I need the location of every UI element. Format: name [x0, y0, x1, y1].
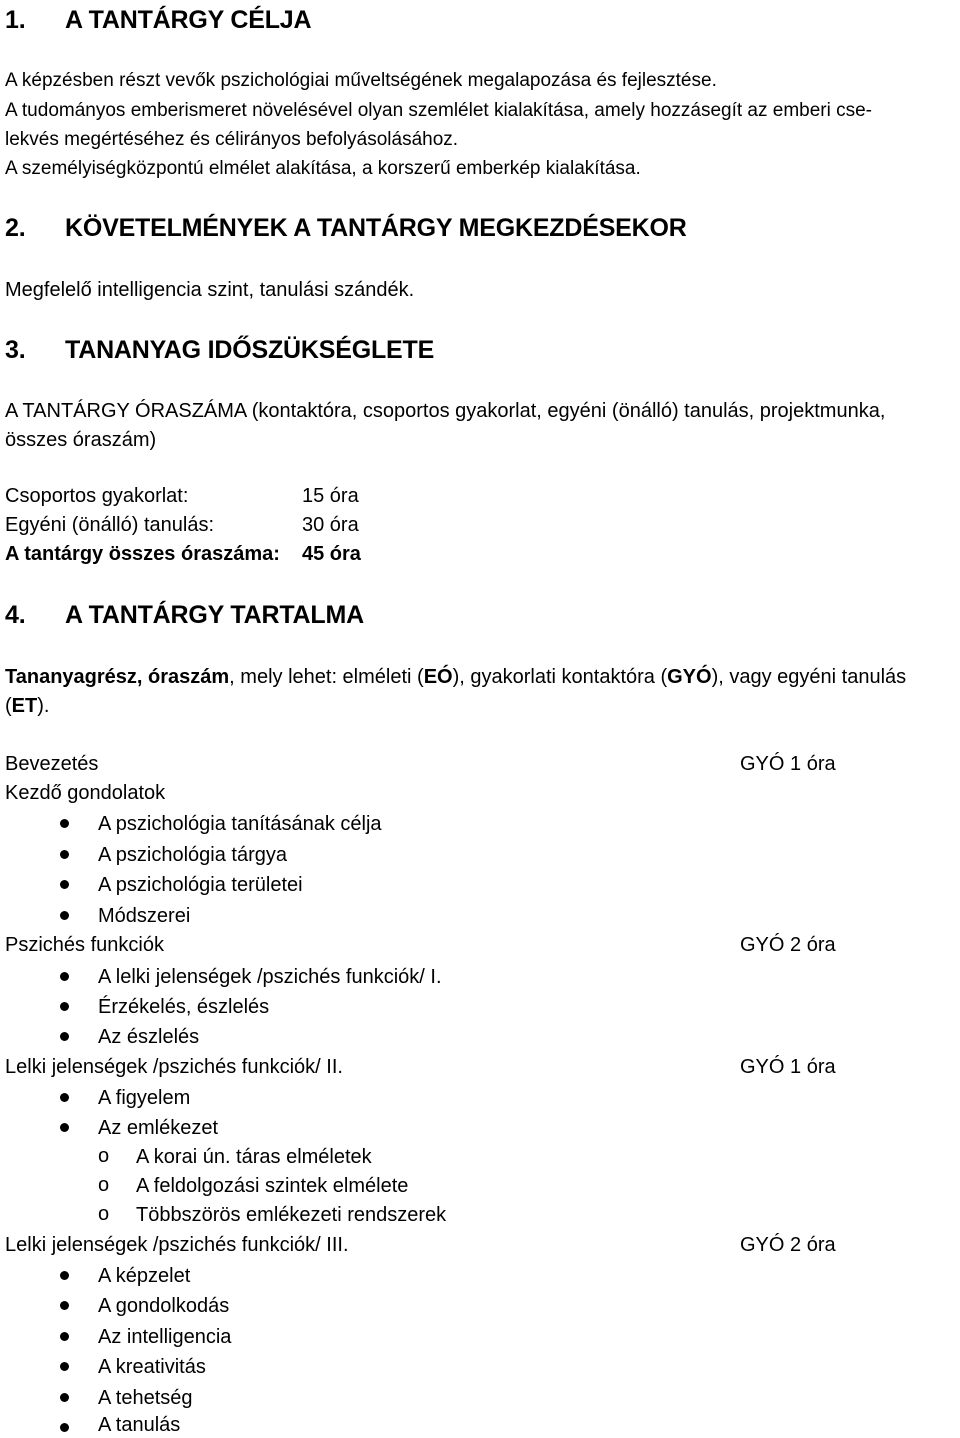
topic-hours: GYÓ 1 óra: [740, 753, 836, 775]
section-4-title: A TANTÁRGY TARTALMA: [65, 601, 364, 629]
topic-hours: GYÓ 1 óra: [740, 1056, 836, 1078]
intro-bold-term: Tananyagrész, óraszám: [5, 666, 230, 688]
section-3-paragraph-b: összes óraszám): [5, 429, 157, 451]
hours-row-label: Csoportos gyakorlat:: [5, 485, 189, 507]
section-4-number: 4.: [5, 601, 26, 629]
section-3-paragraph-a: A TANTÁRGY ÓRASZÁMA (kontaktóra, csoportos gyakorlat, egyéni (önálló) tanulás, projektmunka,: [5, 400, 886, 422]
bullet-item: A pszichológia tanításának célja: [98, 813, 382, 835]
section-4-intro-line-1: [5, 665, 906, 689]
bullet-icon: [60, 1301, 69, 1310]
intro-code-eo: EÓ: [423, 666, 453, 688]
bullet-item: A tanulás: [98, 1414, 181, 1436]
hours-row-label: Egyéni (önálló) tanulás:: [5, 514, 215, 536]
bullet-item: A figyelem: [98, 1087, 191, 1109]
bullet-item: A képzelet: [98, 1265, 191, 1287]
bullet-item: A gondolkodás: [98, 1295, 230, 1317]
hours-total-value: 45 óra: [302, 543, 361, 565]
bullet-item: A lelki jelenségek /pszichés funkciók/ I.: [98, 966, 442, 988]
bullet-item: Érzékelés, észlelés: [98, 996, 270, 1018]
bullet-icon: [60, 1002, 69, 1011]
sub-bullet-icon: o: [98, 1174, 110, 1196]
topic-hours: GYÓ 2 óra: [740, 1234, 836, 1256]
sub-bullet-icon: o: [98, 1145, 110, 1167]
bullet-item: A pszichológia tárgya: [98, 844, 288, 866]
intro-text: , mely lehet: elméleti (: [229, 666, 424, 688]
hours-row-value: 15 óra: [302, 485, 359, 507]
sub-item: A korai ún. táras elméletek: [136, 1146, 372, 1168]
hours-total-label: A tantárgy összes óraszáma:: [5, 543, 280, 565]
bullet-item: Az emlékezet: [98, 1117, 219, 1139]
bullet-icon: [60, 1032, 69, 1041]
section-3-number: 3.: [5, 336, 26, 364]
section-1-paragraph-2b: lekvés megértéséhez és célirányos befolyásolásához.: [5, 129, 459, 150]
bullet-icon: [60, 880, 69, 889]
section-1-number: 1.: [5, 6, 26, 34]
bullet-icon: [60, 850, 69, 859]
sub-item: Többszörös emlékezeti rendszerek: [136, 1204, 447, 1226]
bullet-icon: [60, 1423, 69, 1432]
sub-item: A feldolgozási szintek elmélete: [136, 1175, 409, 1197]
section-1-paragraph-3: A személyiségközpontú elmélet alakítása, a korszerű emberkép kialakítása.: [5, 158, 641, 179]
intro-code-gyo: GYÓ: [667, 666, 712, 688]
section-4-intro-line-2: [5, 694, 49, 718]
bullet-item: Az észlelés: [98, 1026, 200, 1048]
intro-text: ).: [37, 695, 50, 717]
section-1-title: A TANTÁRGY CÉLJA: [65, 6, 312, 34]
section-1-paragraph-1: A képzésben részt vevők pszichológiai műveltségének megalapozása és fejlesztése.: [5, 70, 717, 91]
intro-text: ), vagy egyéni tanulás: [711, 666, 907, 688]
section-3-title: TANANYAG IDŐSZÜKSÉGLETE: [65, 336, 435, 364]
topic-line: Bevezetés: [5, 753, 99, 775]
bullet-icon: [60, 972, 69, 981]
topic-line: Pszichés funkciók: [5, 934, 164, 956]
intro-code-et: ET: [11, 695, 38, 717]
bullet-icon: [60, 1332, 69, 1341]
section-2-number: 2.: [5, 214, 26, 242]
bullet-icon: [60, 1362, 69, 1371]
bullet-item: A kreativitás: [98, 1356, 206, 1378]
bullet-item: A tehetség: [98, 1387, 193, 1409]
bullet-icon: [60, 1393, 69, 1402]
bullet-icon: [60, 1271, 69, 1280]
bullet-item: Módszerei: [98, 905, 191, 927]
sub-bullet-icon: o: [98, 1203, 110, 1225]
topic-line: Lelki jelenségek /pszichés funkciók/ III.: [5, 1234, 349, 1256]
section-2-paragraph: Megfelelő intelligencia szint, tanulási szándék.: [5, 279, 415, 301]
topic-line: Kezdő gondolatok: [5, 782, 166, 804]
hours-row-value: 30 óra: [302, 514, 359, 536]
bullet-item: Az intelligencia: [98, 1326, 232, 1348]
bullet-icon: [60, 1093, 69, 1102]
bullet-item: A pszichológia területei: [98, 874, 303, 896]
intro-text: (: [5, 695, 12, 717]
topic-line: Lelki jelenségek /pszichés funkciók/ II.: [5, 1056, 343, 1078]
section-2-title: KÖVETELMÉNYEK A TANTÁRGY MEGKEZDÉSEKOR: [65, 214, 687, 242]
bullet-icon: [60, 1123, 69, 1132]
topic-hours: GYÓ 2 óra: [740, 934, 836, 956]
intro-text: ), gyakorlati kontaktóra (: [452, 666, 668, 688]
section-1-paragraph-2a: A tudományos emberismeret növelésével olyan szemlélet kialakítása, amely hozzásegít az emberi cse-: [5, 100, 873, 121]
bullet-icon: [60, 911, 69, 920]
bullet-icon: [60, 819, 69, 828]
